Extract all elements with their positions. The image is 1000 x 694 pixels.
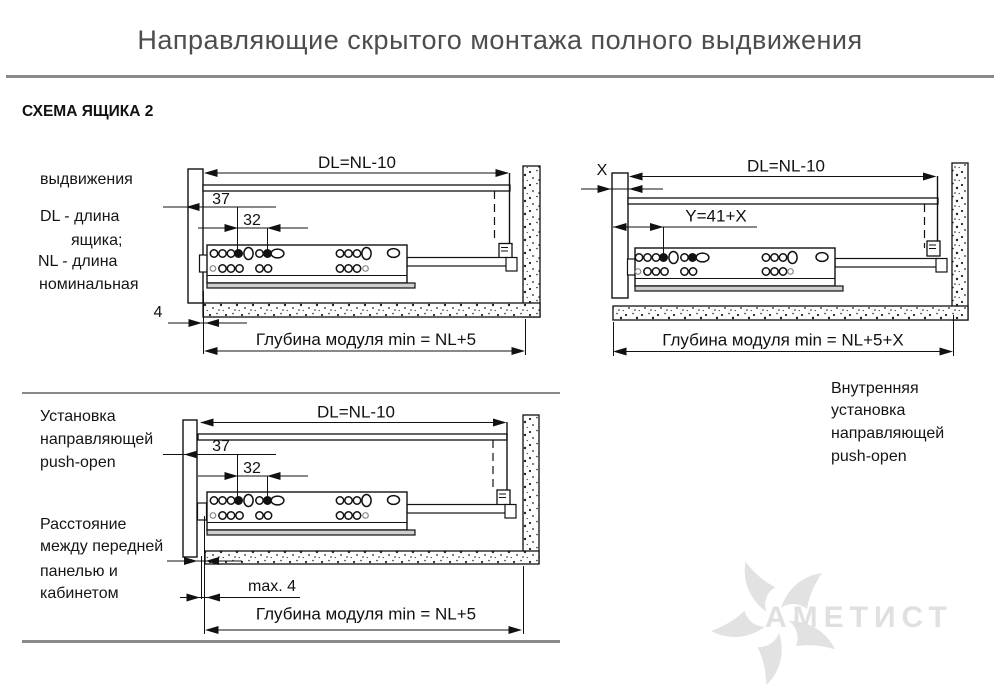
- scheme-label: СХЕМА ЯЩИКА 2: [22, 103, 154, 120]
- header-divider: [6, 75, 994, 78]
- slide-rail: [198, 492, 517, 535]
- note-internal-line4: push-open: [831, 448, 907, 465]
- label-ustanovka: Установка: [40, 408, 116, 425]
- label-nl-length: NL - длина: [38, 253, 118, 270]
- dim-37-text: 37: [212, 438, 230, 455]
- label-nominalnaya: номинальная: [39, 276, 139, 293]
- dim-depth-text: Глубина модуля min = NL+5: [255, 604, 477, 624]
- dim-32-text: 32: [243, 460, 261, 477]
- note-internal-line2: установка: [831, 402, 906, 419]
- drawer-front-panel: [183, 420, 197, 557]
- dim-max4-text: max. 4: [247, 578, 297, 595]
- dim-module-depth: [204, 319, 526, 355]
- label-panelyu-i: панелью и: [40, 563, 118, 580]
- drawer-bottom-panel: [628, 198, 938, 204]
- page-title: Направляющие скрытого монтажа полного выдвижения: [137, 25, 863, 55]
- dim-37-text: 37: [212, 191, 230, 208]
- cabinet-panels: [613, 163, 968, 320]
- brand-name: АМЕТИСТ: [765, 601, 953, 634]
- drawer-bottom-panel: [203, 185, 510, 191]
- dim-dl: [200, 403, 507, 427]
- dim-32-text: 32: [243, 212, 261, 229]
- dim-y-text: Y=41+X: [685, 206, 747, 226]
- dim-dl: [204, 153, 509, 177]
- dim-dl-text: DL=NL-10: [318, 153, 396, 172]
- rear-mounting-bracket: [497, 490, 510, 505]
- middle-divider: [22, 392, 560, 394]
- front-hook: [198, 503, 207, 520]
- drawer-front-panel: [188, 169, 203, 303]
- label-kabinetom: кабинетом: [40, 585, 119, 602]
- dim-dl-text: DL=NL-10: [747, 156, 825, 176]
- dim-dl: [629, 157, 937, 181]
- dim-x-text: X: [596, 162, 608, 179]
- dim-depth-text: Глубина модуля min = NL+5: [255, 330, 477, 349]
- drawer-parts: [183, 420, 510, 557]
- dim-depth-text: Глубина модуля min = NL+5+X: [662, 330, 904, 350]
- dim-4-text: 4: [153, 304, 163, 321]
- label-yashika: ящика;: [71, 232, 123, 249]
- label-vydvizheniya: выдвижения: [40, 171, 133, 188]
- note-internal-line1: Внутренняя: [831, 380, 919, 397]
- dim-module-depth: [613, 315, 954, 356]
- drawer-front-panel: [612, 173, 628, 298]
- diagram-bottom-left: [140, 398, 560, 645]
- slide-rail: [200, 245, 518, 288]
- label-mezhdu-peredney: между передней: [40, 538, 164, 555]
- dim-module-depth: [205, 566, 524, 634]
- rear-mounting-bracket: [927, 241, 940, 256]
- drawer-bottom-panel: [198, 434, 507, 440]
- dim-dl-text: DL=NL-10: [317, 402, 395, 422]
- note-internal-line3: направляющей: [831, 425, 945, 442]
- label-push-open: push-open: [40, 454, 116, 471]
- diagram-top-right: [560, 150, 1000, 370]
- diagram-top-left: [140, 150, 560, 370]
- rear-mounting-bracket: [499, 244, 512, 259]
- dim-y: [613, 207, 757, 255]
- label-dl-length: DL - длина: [40, 208, 120, 225]
- label-napravlyayushchey: направляющей: [40, 431, 154, 448]
- label-rasstoyanie: Расстояние: [40, 516, 127, 533]
- slide-rail: [628, 248, 948, 291]
